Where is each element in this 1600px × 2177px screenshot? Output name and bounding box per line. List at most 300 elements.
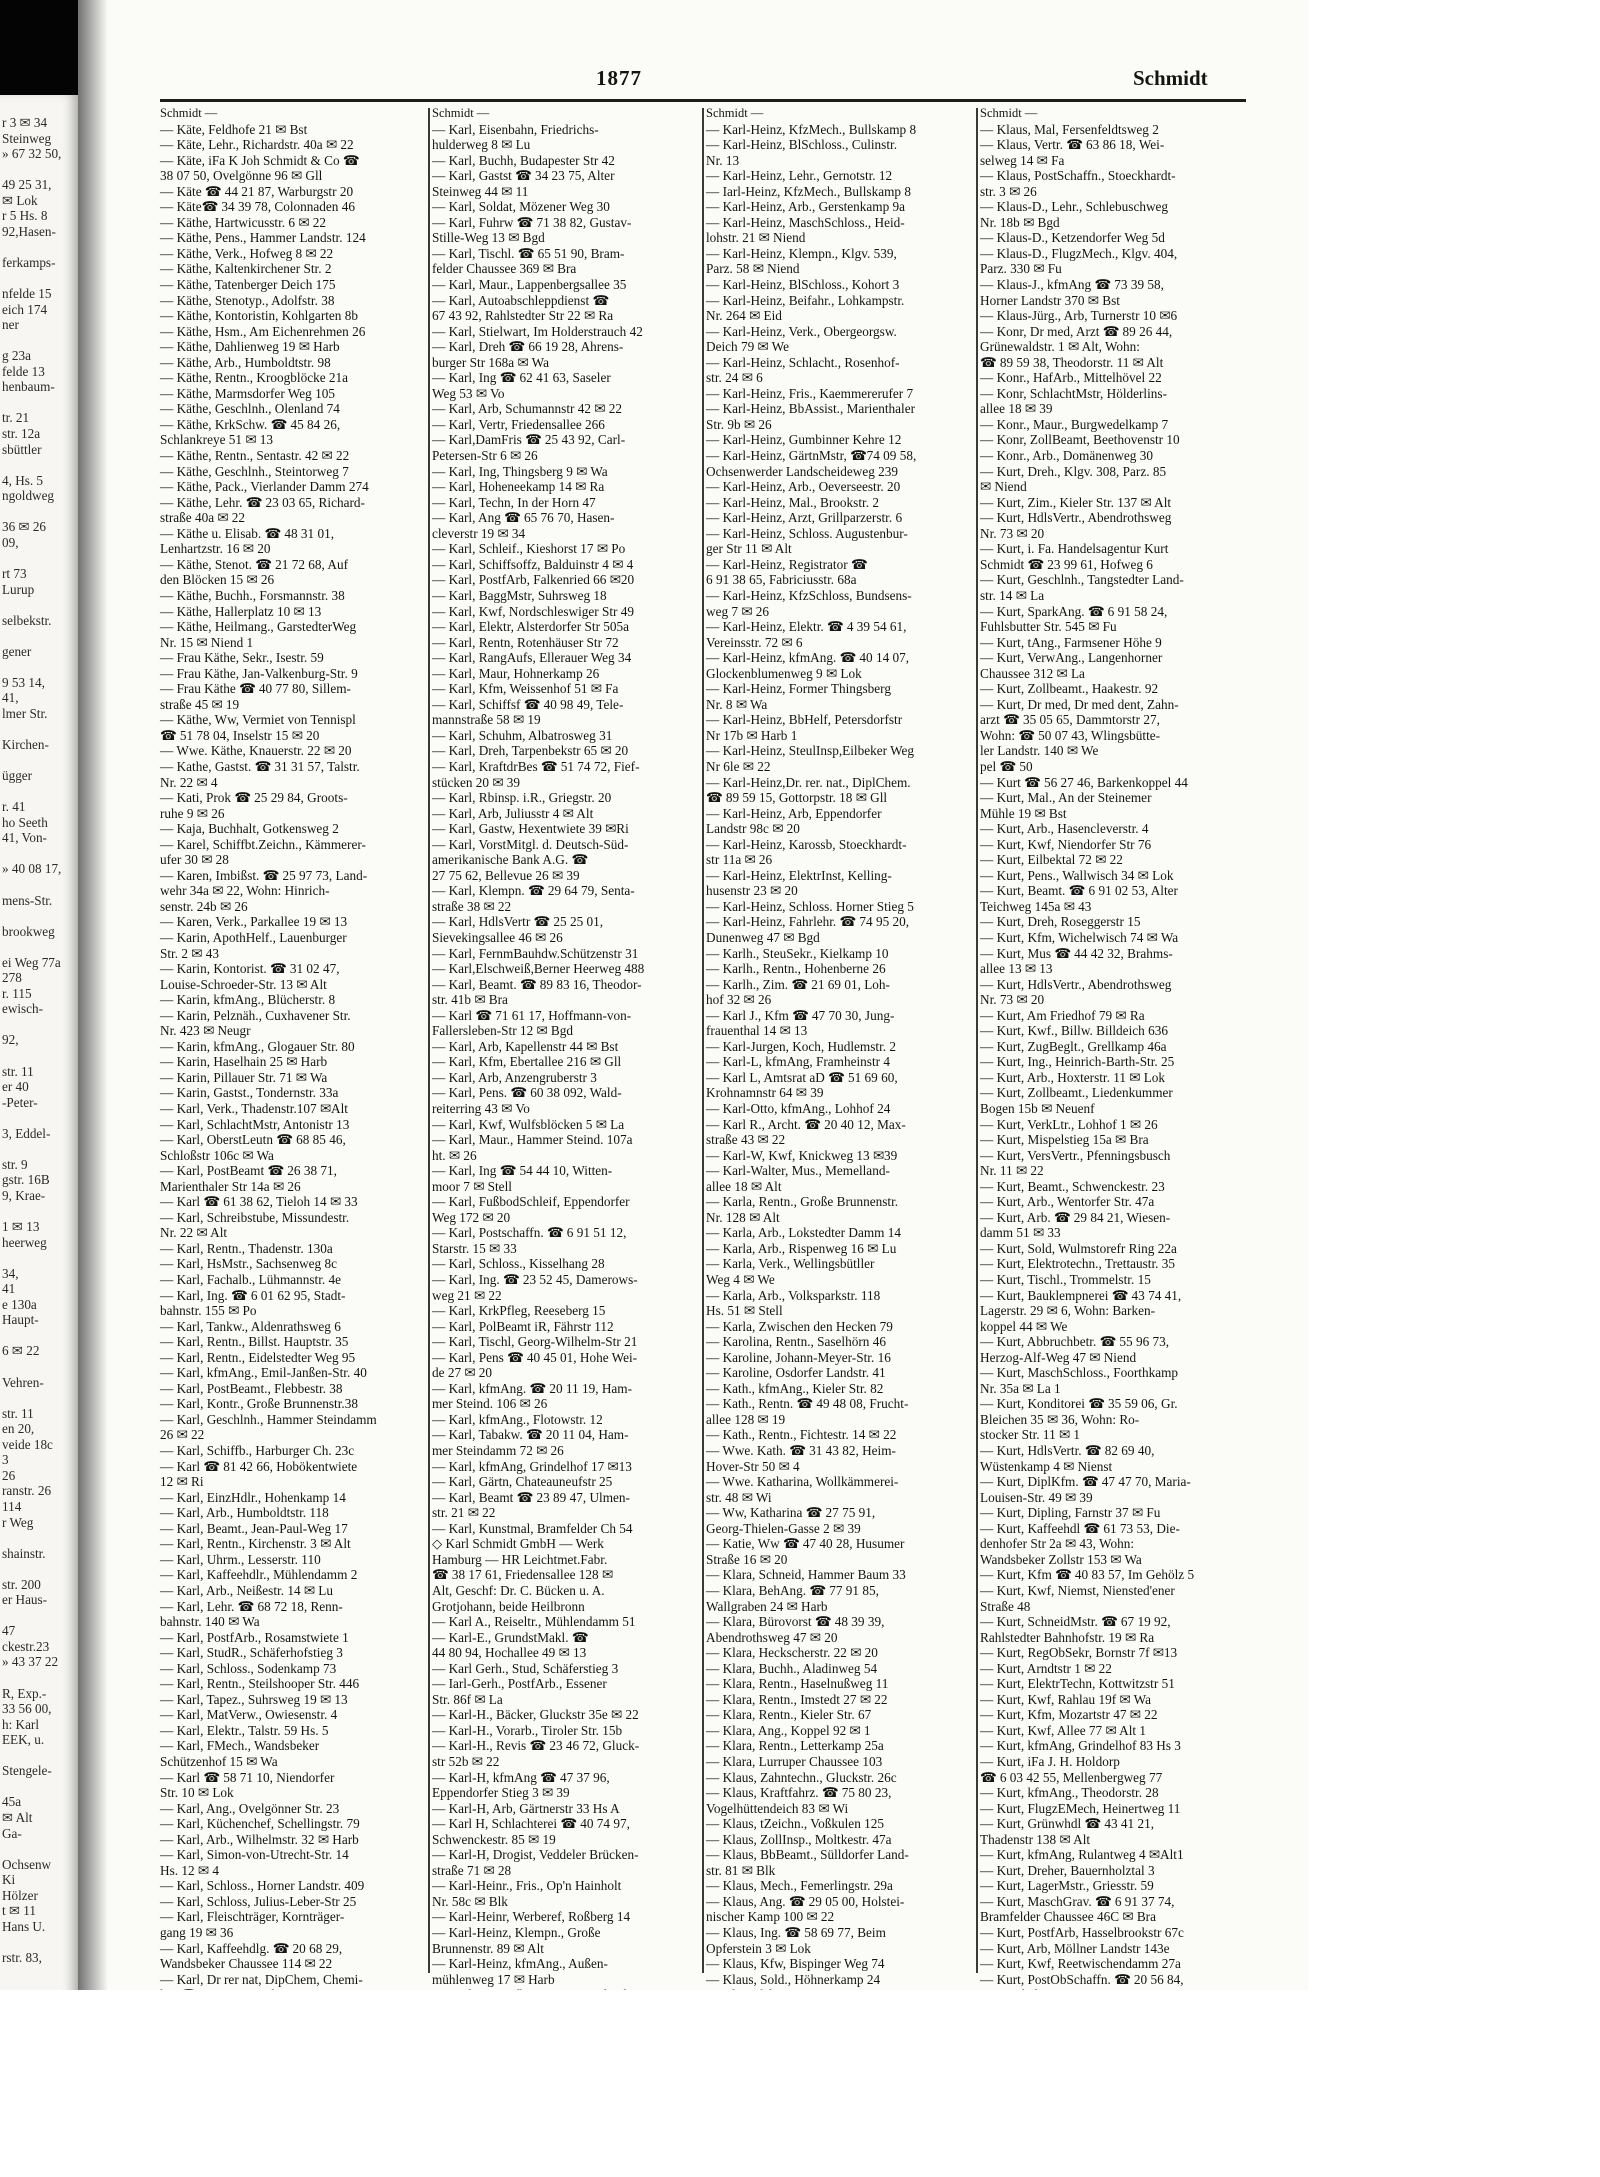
directory-entry-line: — Kurt, Arb., Hoxterstr. 11 ✉ Lok	[980, 1069, 1166, 1085]
directory-entry-line: — Kurt, Dreh, Roseggerstr 15	[980, 914, 1141, 930]
page-number: 1877	[596, 66, 642, 90]
previous-page-fragment: 41, Von-	[2, 830, 47, 846]
directory-entry-line: — Karla, Arb., Volksparkstr. 118	[706, 1287, 881, 1303]
directory-entry-line: — Kurt, MaschGrav. ☎ 6 91 37 74,	[980, 1893, 1175, 1909]
directory-entry-line: — Karl ☎ 61 38 62, Tieloh 14 ✉ 33	[160, 1194, 358, 1210]
directory-entry-line: — Karin, Pelznäh., Cuxhavener Str.	[160, 1007, 351, 1023]
directory-entry-line: koppel 44 ✉ We	[980, 1318, 1068, 1334]
directory-entry-line: — Karl, Geschlnh., Hammer Steindamm	[160, 1411, 377, 1427]
directory-entry-line: Starstr. 15 ✉ 33	[432, 1240, 517, 1256]
directory-entry-line: — Kurt, Arb., Wentorfer Str. 47a	[980, 1194, 1155, 1210]
directory-entry-line: Str. 86f ✉ La	[432, 1691, 503, 1707]
directory-entry-line: Nr. 264 ✉ Eid	[706, 308, 782, 324]
directory-entry-line: — Klaus-J., kfmAng ☎ 73 39 58,	[980, 277, 1164, 293]
directory-entry-line: Nr. 128 ✉ Alt	[706, 1209, 780, 1225]
directory-entry-line: — Kurt, HdlsVertr., Abendrothsweg	[980, 510, 1172, 526]
directory-entry-line: — Karla, Arb., Lokstedter Damm 14	[706, 1225, 902, 1241]
directory-entry-line: mer Steind. 106 ✉ 26	[432, 1396, 548, 1412]
directory-entry-line: — Karl L, Amtsrat aD ☎ 51 69 60,	[706, 1069, 898, 1085]
directory-entry-line: — Klaus-Jürg., Arb, Turnerstr 10 ✉6	[980, 308, 1178, 324]
directory-entry-line: mühlenweg 17 ✉ Harb	[432, 1971, 555, 1987]
directory-entry-line: — Karl-Heinz, Arb., Oeverseestr. 20	[706, 479, 901, 495]
directory-entry-line: Nr. 423 ✉ Neugr	[160, 1023, 251, 1039]
directory-entry-line: — Karlh., Rentn., Hohenberne 26	[706, 961, 886, 977]
previous-page-fragment: ho Seeth	[2, 814, 48, 830]
previous-page-fragment: g 23a	[2, 348, 31, 364]
directory-entry-line: — Karla, Arb., Rispenweg 16 ✉ Lu	[706, 1240, 897, 1256]
directory-entry-line: — Karolina, Rentn., Saselhörn 46	[706, 1334, 886, 1350]
directory-entry-line: Lagerstr. 29 ✉ 6, Wohn: Barken-	[980, 1303, 1156, 1319]
directory-entry-line: Teichweg 145a ✉ 43	[980, 898, 1092, 914]
previous-page-fragment: Hölzer	[2, 1887, 38, 1903]
directory-entry-line: — Klaus, Ang. ☎ 29 05 00, Holstei-	[706, 1893, 905, 1909]
previous-page-fragment: 49 25 31,	[2, 177, 52, 193]
directory-entry-line: — Käthe, Pack., Vierlander Damm 274	[160, 479, 369, 495]
column-4	[980, 106, 1248, 1987]
previous-page-fragment: 41,	[2, 690, 19, 706]
directory-entry-line: — Karl,Elschweiß,Berner Heerweg 488	[432, 961, 645, 977]
directory-entry-line: 6 91 38 65, Fabriciusstr. 68a	[706, 572, 857, 588]
directory-entry-line: — Karl, Fachalb., Lühmannstr. 4e	[160, 1272, 342, 1288]
directory-entry-line: — Kurt, Am Friedhof 79 ✉ Ra	[980, 1007, 1145, 1023]
directory-entry-line: — Käthe, Geschlnh., Olenland 74	[160, 401, 340, 417]
directory-entry-line: allee 13 ✉ 13	[980, 961, 1053, 977]
previous-page-fragment: 9, Krae-	[2, 1187, 46, 1203]
directory-entry-line: — Käthe, Lehr. ☎ 23 03 65, Richard-	[160, 494, 365, 510]
directory-entry-line: Schützenhof 15 ✉ Wa	[160, 1753, 278, 1769]
directory-entry-line: — Karen, Imbißst. ☎ 25 97 73, Land-	[160, 867, 368, 883]
directory-entry-line: Alt, Geschf: Dr. C. Bücken u. A.	[432, 1582, 605, 1598]
directory-entry-line: Wüstenkamp 4 ✉ Nienst	[980, 1458, 1113, 1474]
directory-entry-line: Vogelhüttendeich 83 ✉ Wi	[706, 1800, 849, 1816]
directory-entry-line: — Käthe, Arb., Humboldtstr. 98	[160, 354, 331, 370]
previous-page-fragment: ✉ Lok	[2, 192, 38, 208]
directory-entry-line: — Karl, Postschaffn. ☎ 6 91 51 12,	[432, 1225, 627, 1241]
directory-entry-line: — Kurt, Kwf, Niemst, Niensted'ener	[980, 1582, 1175, 1598]
directory-entry-line: mannstraße 58 ✉ 19	[432, 712, 541, 728]
column-divider	[976, 108, 978, 1973]
directory-entry-line: — Karl, Buchh, Budapester Str 42	[432, 152, 615, 168]
directory-entry-line: — Karl, Kunstmal, Bramfelder Ch 54	[432, 1520, 633, 1536]
directory-entry-line: — Kurt, Elektrotechn., Trettaustr. 35	[980, 1256, 1176, 1272]
directory-entry-line: Georg-Thielen-Gasse 2 ✉ 39	[706, 1520, 861, 1536]
directory-entry-line: — Karl J., Kfm ☎ 47 70 30, Jung-	[706, 1007, 895, 1023]
directory-entry-line: — Karla, Rentn., Große Brunnenstr.	[706, 1194, 899, 1210]
column-heading: Schmidt —	[980, 106, 1038, 120]
directory-entry-line: — Klaus, Mal, Fersenfeldtsweg 2	[980, 121, 1159, 137]
directory-entry-line: — Kurt, VerkLtr., Lohhof 1 ✉ 26	[980, 1116, 1158, 1132]
directory-entry-line: — Klaus, BbBeamt., Sülldorfer Land-	[706, 1847, 909, 1863]
directory-entry-line: — Kurt, FlugzEMech, Heinertweg 11	[980, 1800, 1181, 1816]
previous-page-fragment: ewisch-	[2, 1001, 44, 1017]
directory-entry-line: — Frau Käthe ☎ 40 77 80, Sillem-	[160, 681, 351, 697]
directory-entry-line: allee 128 ✉ 19	[706, 1411, 786, 1427]
directory-entry-line: — Karl-Walter, Mus., Memelland-	[706, 1163, 890, 1179]
directory-entry-line: ☎ 89 59 15, Gottorpstr. 18 ✉ Gll	[706, 790, 888, 806]
directory-entry-line: arzt ☎ 35 05 65, Dammtorstr 27,	[980, 712, 1160, 728]
previous-page-fragment: rt 73	[2, 565, 27, 581]
directory-entry-line: — Kurt, kfmAng, Rulantweg 4 ✉Alt1	[980, 1847, 1184, 1863]
directory-entry-line: — Karl-W, Kwf, Knickweg 13 ✉39	[706, 1147, 898, 1163]
directory-entry-line: — Frau Käthe, Sekr., Isestr. 59	[160, 650, 324, 666]
directory-entry-line: — Karl-Heinz, Lehr., Gernotstr. 12	[706, 168, 893, 184]
directory-entry-line: — Karl-Heinz, Fahrlehr. ☎ 74 95 20,	[706, 914, 910, 930]
directory-entry-line: — Kurt, DiplKfm. ☎ 47 47 70, Maria-	[980, 1474, 1191, 1490]
directory-entry-line: Str. 10 ✉ Lok	[160, 1785, 234, 1801]
previous-page-fragment: -Peter-	[2, 1094, 38, 1110]
directory-entry-line: — Karl, VorstMitgl. d. Deutsch-Süd-	[432, 836, 629, 852]
directory-entry-line: — Karl, StudR., Schäferhofstieg 3	[160, 1645, 343, 1661]
directory-entry-line: — Kath., kfmAng., Kieler Str. 82	[706, 1380, 884, 1396]
directory-entry-line: — Klaus, Kfw, Bispinger Weg 74	[706, 1956, 885, 1972]
directory-entry-line: — Karl, Maur, Hohnerkamp 26	[432, 665, 600, 681]
directory-entry-line: Thadenstr 138 ✉ Alt	[980, 1831, 1091, 1847]
directory-entry-line: — Karl, Elektr, Alsterdorfer Str 505a	[432, 619, 630, 635]
directory-entry-line: str. 21 ✉ 22	[432, 1505, 496, 1521]
directory-entry-line: — Käte ☎ 44 21 87, Warburgstr 20	[160, 183, 354, 199]
directory-entry-line: — Karl, Ing ☎ 54 44 10, Witten-	[432, 1163, 613, 1179]
directory-entry-line: moor 7 ✉ Stell	[432, 1178, 512, 1194]
directory-entry-line: — Karl, Tischl, Georg-Wilhelm-Str 21	[432, 1334, 638, 1350]
directory-entry-line: — Karl, Beamt ☎ 23 89 47, Ulmen-	[432, 1489, 630, 1505]
previous-page-fragment: en 20,	[2, 1421, 35, 1437]
directory-entry-line: Fuhlsbutter Str. 545 ✉ Fu	[980, 619, 1117, 635]
directory-entry-line: — Kurt, Dipling, Farnstr 37 ✉ Fu	[980, 1505, 1161, 1521]
previous-page-fragment: t ✉ 11	[2, 1903, 37, 1919]
directory-entry-line: wehr 34a ✉ 22, Wohn: Hinrich-	[160, 883, 330, 899]
directory-entry-line: Krohnamnstr 64 ✉ 39	[706, 1085, 824, 1101]
directory-entry-line: str. 81 ✉ Blk	[706, 1862, 776, 1878]
directory-entry-line: — Kurt, Pens., Wallwisch 34 ✉ Lok	[980, 867, 1174, 883]
directory-entry-line: Grotjohann, beide Heilbronn	[432, 1598, 585, 1614]
previous-page-fragment: shainstr.	[2, 1545, 46, 1561]
directory-entry-line: — Karl, Maur., Hammer Steind. 107a	[432, 1132, 633, 1148]
directory-entry-line: — Käthe, Hallerplatz 10 ✉ 13	[160, 603, 322, 619]
directory-entry-line: gang 19 ✉ 36	[160, 1924, 234, 1940]
directory-entry-line: cleverstr 19 ✉ 34	[432, 525, 526, 541]
column-1	[160, 106, 428, 1987]
directory-entry-line: — Kurt, Arndtstr 1 ✉ 22	[980, 1660, 1112, 1676]
directory-entry-line: — Kurt, Kfm, Mozartstr 47 ✉ 22	[980, 1707, 1158, 1723]
previous-page-fragment: 47	[2, 1623, 16, 1639]
column-heading: Schmidt —	[432, 106, 490, 120]
previous-page-fragment: 34,	[2, 1265, 19, 1281]
directory-entry-line: — Käthe, Rentn., Sentastr. 42 ✉ 22	[160, 448, 350, 464]
directory-entry-line: — Karl-L, kfmAng, Framheinstr 4	[706, 1054, 890, 1070]
directory-entry-line: — Karl, Schloss., Sodenkamp 73	[160, 1660, 337, 1676]
previous-page-fragment: Kirchen-	[2, 737, 49, 752]
directory-entry-line: — Karla, Zwischen den Hecken 79	[706, 1318, 893, 1334]
directory-entry-line: weg 21 ✉ 22	[432, 1287, 502, 1303]
directory-entry-line: — Karl, Schloss., Horner Landstr. 409	[160, 1878, 365, 1894]
directory-entry-line: — Karl, Fuhrw ☎ 71 38 82, Gustav-	[432, 214, 632, 230]
directory-entry-line: Nr. 35a ✉ La 1	[980, 1380, 1061, 1396]
directory-entry-line: — Karl-Heinz, KfzMech., Bullskamp 8	[706, 121, 917, 137]
directory-entry-line: — Kurt, Konditorei ☎ 35 59 06, Gr.	[980, 1396, 1178, 1412]
directory-entry-line: — Karl, Arb., Wilhelmstr. 32 ✉ Harb	[160, 1831, 359, 1847]
previous-page-fragment: heerweg	[2, 1234, 47, 1250]
running-head: Schmidt	[1133, 66, 1208, 90]
directory-entry-line: — Karin, kfmAng., Blücherstr. 8	[160, 992, 336, 1008]
directory-entry-line: — Klaus, Sold., Höhnerkamp 24	[706, 1971, 881, 1987]
previous-page-fragment: nfelde 15	[2, 286, 52, 302]
directory-entry-line: — Konr., Arb., Domänenweg 30	[980, 448, 1153, 464]
directory-entry-line: Schlankreye 51 ✉ 13	[160, 432, 274, 448]
directory-entry-line: Nr. 22 ✉ 4	[160, 774, 218, 790]
directory-entry-line: — Karl, Schuhm, Albatrosweg 31	[432, 727, 613, 743]
directory-entry-line: — Karl, Arb, Juliusstr 4 ✉ Alt	[432, 805, 594, 821]
directory-entry-line: — Karin, Kontorist. ☎ 31 02 47,	[160, 961, 340, 977]
directory-entry-line: — Kurt, Tischl., Trommelstr. 15	[980, 1272, 1151, 1288]
directory-entry-line: Louise-Schroeder-Str. 13 ✉ Alt	[160, 976, 327, 992]
previous-page-fragment: ranstr. 26	[2, 1483, 52, 1499]
directory-entry-line: Glockenblumenweg 9 ✉ Lok	[706, 665, 862, 681]
directory-entry-line: Wohn: ☎ 50 07 43, Wlingsbütte-	[980, 727, 1161, 743]
directory-entry-line: Weg 53 ✉ Vo	[432, 385, 505, 401]
previous-page-fragment: ügger	[2, 768, 33, 784]
directory-entry-line: — Kath., Rentn. ☎ 49 48 08, Frucht-	[706, 1396, 909, 1412]
directory-entry-line: — Karl, Techn, In der Horn 47	[432, 494, 596, 510]
directory-entry-line: — Karl-Heinr, Werberef, Roßberg 14	[432, 1909, 631, 1925]
previous-page-fragment: R, Exp.-	[2, 1685, 47, 1701]
previous-page-fragment: er 40	[2, 1079, 29, 1095]
directory-entry-line: — Käthe, Pens., Hammer Landstr. 124	[160, 230, 366, 246]
directory-entry-line: — Karoline, Johann-Meyer-Str. 16	[706, 1349, 891, 1365]
directory-entry-line: — Käthe, Ww, Vermiet von Tennispl	[160, 712, 356, 728]
directory-entry-line: — Karl, BaggMstr, Suhrsweg 18	[432, 587, 607, 603]
directory-entry-line: Hover-Str 50 ✉ 4	[706, 1458, 800, 1474]
directory-entry-line: — Kurt ☎ 56 27 46, Barkenkoppel 44	[980, 774, 1188, 790]
directory-entry-line: — Karl, Kfm, Ebertallee 216 ✉ Gll	[432, 1054, 622, 1070]
previous-page-fragment: er Haus-	[2, 1592, 48, 1608]
directory-entry-line: — Karl, Kfm, Weissenhof 51 ✉ Fa	[432, 681, 619, 697]
previous-page-fragment: str. 12a	[2, 426, 41, 441]
directory-entry-line: — Klara, Schneid, Hammer Baum 33	[706, 1567, 906, 1583]
directory-entry-line: — Karin, Gastst., Tondernstr. 33a	[160, 1085, 339, 1101]
directory-entry-line: denhofer Str 2a ✉ 43, Wohn:	[980, 1536, 1135, 1552]
directory-entry-line: — Karl, Rentn., Eidelstedter Weg 95	[160, 1349, 356, 1365]
directory-entry-line: — Karl, FernmBauhdw.Schützenstr 31	[432, 945, 639, 961]
directory-entry-line: — Karl, HsMstr., Sachsenweg 8c	[160, 1256, 338, 1272]
directory-entry-line: Opferstein 3 ✉ Lok	[706, 1940, 811, 1956]
directory-entry-line: — Käte, Feldhofe 21 ✉ Bst	[160, 121, 308, 137]
previous-page-fragment: Lurup	[2, 581, 35, 597]
directory-entry-line: — Wwe. Käthe, Knauerstr. 22 ✉ 20	[160, 743, 352, 759]
directory-entry-line: Bramfelder Chaussee 46C ✉ Bra	[980, 1909, 1156, 1925]
directory-entry-line: — Karl, Gastw, Hexentwiete 39 ✉Ri	[432, 821, 629, 837]
directory-entry-line: — Karlh., SteuSekr., Kielkamp 10	[706, 945, 889, 961]
directory-entry-line: — Karl, Hoheneekamp 14 ✉ Ra	[432, 479, 605, 495]
directory-entry-line: — Karl, Lehr. ☎ 68 72 18, Renn-	[160, 1598, 343, 1614]
directory-entry-line: — Karl, Ang ☎ 65 76 70, Hasen-	[432, 510, 615, 526]
directory-entry-line: — Kurt, Kwf, Niendorfer Str 76	[980, 836, 1152, 852]
directory-entry-line: felder Chaussee 369 ✉ Bra	[432, 261, 577, 277]
directory-entry-line: — Karl-Heinz, Klempn., Klgv. 539,	[706, 245, 897, 261]
directory-entry-line: — Kurt, Grünwhdl ☎ 43 41 21,	[980, 1816, 1155, 1832]
previous-page-fragment: felde 13	[2, 363, 45, 379]
previous-page-fragment: mens-Str.	[2, 892, 53, 908]
directory-entry-line: — Karl-Heinz, Arzt, Grillparzerstr. 6	[706, 510, 903, 526]
directory-entry-line: straße 40a ✉ 22	[160, 510, 246, 526]
directory-entry-line: mer Steindamm 72 ✉ 26	[432, 1443, 564, 1459]
previous-page-fragment: 4, Hs. 5	[2, 472, 44, 488]
directory-entry-line: Str. 2 ✉ 43	[160, 945, 219, 961]
previous-page-fragment: lmer Str.	[2, 705, 48, 721]
directory-entry-line: — Karl-Heinz,Dr. rer. nat., DiplChem.	[706, 774, 911, 790]
directory-entry-line: — Kurt, Eilbektal 72 ✉ 22	[980, 852, 1123, 868]
directory-entry-line: — Karl ☎ 58 71 10, Niendorfer	[160, 1769, 335, 1785]
directory-entry-line: stocker Str. 11 ✉ 1	[980, 1427, 1081, 1443]
previous-page-fragment: » 43 37 22	[2, 1654, 59, 1670]
margin-white-bottom	[0, 1990, 1600, 2177]
previous-page-fragment: Ki	[2, 1872, 16, 1888]
directory-entry-line: — Kurt, Mus ☎ 44 42 32, Brahms-	[980, 945, 1173, 961]
column-3	[706, 106, 974, 1987]
previous-page-fragment: Stengele-	[2, 1763, 52, 1779]
header-rule	[160, 99, 1246, 102]
previous-page-fragment: e 130a	[2, 1296, 37, 1312]
directory-entry-line: — Kurt, Sold, Wulmstorefr Ring 22a	[980, 1240, 1177, 1256]
directory-entry-line: — Klaus-D., FlugzMech., Klgv. 404,	[980, 245, 1178, 261]
directory-entry-line: — Kurt, MaschSchloss., Foorthkamp	[980, 1365, 1179, 1381]
directory-entry-line: — Karl-H, Drogist, Veddeler Brücken-	[432, 1847, 639, 1863]
previous-page-fragment: str. 9	[2, 1156, 28, 1172]
directory-entry-line: — Karl, Elektr., Talstr. 59 Hs. 5	[160, 1722, 329, 1738]
directory-entry-line: Rahlstedter Bahnhofstr. 19 ✉ Ra	[980, 1629, 1155, 1645]
previous-page-fragment: gener	[2, 643, 32, 659]
directory-entry-line: — Klara, Rentn., Haselnußweg 11	[706, 1676, 889, 1692]
directory-entry-line: — Kurt, iFa J. H. Holdorp	[980, 1753, 1120, 1769]
directory-entry-line: — Karl-Heinr., Fris., Op'n Hainholt	[432, 1878, 622, 1894]
directory-entry-line: — Kurt, i. Fa. Handelsagentur Kurt	[980, 541, 1169, 557]
previous-page-fragment: 92,	[2, 1032, 19, 1048]
directory-entry-line: — Karin, kfmAng., Glogauer Str. 80	[160, 1038, 355, 1054]
directory-entry-line: — Klaus, Mech., Femerlingstr. 29a	[706, 1878, 893, 1894]
directory-entry-line: — Kati, Prok ☎ 25 29 84, Groots-	[160, 790, 348, 806]
directory-entry-line: — Karl, Gastst ☎ 34 23 75, Alter	[432, 168, 615, 184]
directory-entry-line: — Klara, BehAng. ☎ 77 91 85,	[706, 1582, 879, 1598]
directory-entry-line: Bleichen 35 ✉ 36, Wohn: Ro-	[980, 1411, 1140, 1427]
directory-entry-line: — Klaus-D., Lehr., Schlebuschweg	[980, 199, 1169, 215]
directory-entry-line: amerikanische Bank A.G. ☎	[432, 852, 588, 868]
directory-entry-line: 38 07 50, Ovelgönne 96 ✉ Gll	[160, 168, 323, 184]
directory-entry-line: — Kurt, PostObSchaffn. ☎ 20 56 84,	[980, 1971, 1184, 1987]
previous-page-fragment: EEK, u.	[2, 1732, 45, 1748]
directory-entry-line: — Karl, Kwf, Nordschleswiger Str 49	[432, 603, 635, 619]
directory-entry-line: — Klara, Rentn., Imstedt 27 ✉ 22	[706, 1691, 888, 1707]
directory-entry-line: — Karl-H, Arb, Gärtnerstr 33 Hs A	[432, 1800, 620, 1816]
directory-entry-line: — Karl, Schloss., Kisselhang 28	[432, 1256, 605, 1272]
directory-entry-line: — Kurt, Arb., Hasencleverstr. 4	[980, 821, 1149, 837]
directory-entry-line: de 27 ✉ 20	[432, 1365, 493, 1381]
previous-page-fragment: gstr. 16B	[2, 1172, 50, 1188]
directory-entry-line: Louisen-Str. 49 ✉ 39	[980, 1489, 1093, 1505]
directory-entry-line: — Konr, ZollBeamt, Beethovenstr 10	[980, 432, 1180, 448]
previous-page-fragment: 36 ✉ 26	[2, 519, 47, 535]
directory-entry-line: — Karl, PostBeamt., Flebbestr. 38	[160, 1380, 343, 1396]
directory-entry-line: — Karl, KraftdrBes ☎ 51 74 72, Fief-	[432, 758, 640, 774]
directory-entry-line: — Katie, Ww ☎ 47 40 28, Husumer	[706, 1536, 905, 1552]
directory-entry-line: — Iarl-Heinz, KfzMech., Bullskamp 8	[706, 183, 911, 199]
directory-entry-line: — Kathe, Gastst. ☎ 31 31 57, Talstr.	[160, 758, 360, 774]
previous-page-fragment: Ga-	[2, 1825, 22, 1841]
previous-page-fragment: Ochsenw	[2, 1856, 52, 1872]
directory-entry-line: — Kurt, Beamt. ☎ 6 91 02 53, Alter	[980, 883, 1178, 899]
directory-entry-line: ufer 30 ✉ 28	[160, 852, 229, 868]
directory-entry-line: — Karen, Verk., Parkallee 19 ✉ 13	[160, 914, 348, 930]
directory-entry-line: — Karl, Pens. ☎ 60 38 092, Wald-	[432, 1085, 622, 1101]
directory-entry-line: bahnstr. 155 ✉ Po	[160, 1303, 257, 1319]
directory-entry-line: — Karl, Tabakw. ☎ 20 11 04, Ham-	[432, 1427, 629, 1443]
directory-entry-line: bahnstr. 140 ✉ Wa	[160, 1614, 260, 1630]
directory-entry-line: — Kurt, HdlsVertr., Abendrothsweg	[980, 976, 1172, 992]
directory-entry-line: str 52b ✉ 22	[432, 1753, 500, 1769]
directory-entry-line: damm 51 ✉ 33	[980, 1225, 1061, 1241]
directory-entry-line: — Karl-Heinz, Former Thingsberg	[706, 681, 891, 697]
directory-entry-line: — Klara, Lurruper Chaussee 103	[706, 1753, 883, 1769]
directory-entry-line: — Kurt, Kwf, Reetwischendamm 27a	[980, 1956, 1181, 1972]
directory-entry-line: Hs. 51 ✉ Stell	[706, 1303, 783, 1319]
previous-page-fragment: 1 ✉ 13	[2, 1219, 40, 1235]
previous-page-fragment: ngoldweg	[2, 488, 55, 504]
directory-entry-line: Mühle 19 ✉ Bst	[980, 805, 1067, 821]
directory-entry-line: — Karl-Heinz, Verk., Obergeorgsw.	[706, 323, 897, 339]
directory-entry-line: — Karl-Heinz, Beifahr., Lohkampstr.	[706, 292, 905, 308]
directory-entry-line: Nr. 58c ✉ Blk	[432, 1893, 508, 1909]
directory-entry-line: — Konr., Maur., Burgwedelkamp 7	[980, 416, 1169, 432]
previous-page-fragment: ckestr.23	[2, 1638, 50, 1654]
previous-page-fragment: veide 18c	[2, 1436, 53, 1452]
directory-entry-line: Nr. 13	[706, 152, 740, 168]
directory-entry-line: lohstr. 21 ✉ Niend	[706, 230, 806, 246]
directory-entry-line: — Karl-Heinz, KfzSchloss, Bundsens-	[706, 587, 912, 603]
directory-entry-line: — Klaus, PostSchaffn., Stoeckhardt-	[980, 168, 1176, 184]
directory-entry-line: — Klaus, Zahntechn., Gluckstr. 26c	[706, 1769, 897, 1785]
directory-entry-line: Vereinsstr. 72 ✉ 6	[706, 634, 803, 650]
directory-entry-line: ☎ 38 17 61, Friedensallee 128 ✉	[432, 1567, 614, 1583]
previous-page-fragment: ner	[2, 317, 19, 333]
directory-entry-line: — Karl, Schloss, Julius-Leber-Str 25	[160, 1893, 357, 1909]
directory-entry-line: — Karl, Fleischträger, Kornträger-	[160, 1909, 345, 1925]
directory-entry-line: — Klara, Buchh., Aladinweg 54	[706, 1660, 878, 1676]
directory-entry-line: — Karl, Klempn. ☎ 29 64 79, Senta-	[432, 883, 635, 899]
previous-page-fragment: brookweg	[2, 923, 55, 939]
directory-entry-line: Marienthaler Str 14a ✉ 26	[160, 1178, 301, 1194]
directory-entry-line: — Karl R., Archt. ☎ 20 40 12, Max-	[706, 1116, 906, 1132]
directory-entry-line: — Kurt, Dreher, Bauernholztal 3	[980, 1862, 1155, 1878]
directory-entry-line: Nr. 73 ✉ 20	[980, 525, 1045, 541]
directory-entry-line: — Kurt, ZugBeglt., Grellkamp 46a	[980, 1038, 1167, 1054]
directory-entry-line: Nr. 11 ✉ 22	[980, 1163, 1044, 1179]
directory-entry-line: — Karl, Arb, Schumannstr 42 ✉ 22	[432, 401, 622, 417]
directory-entry-line: — Kurt, Ing., Heinrich-Barth-Str. 25	[980, 1054, 1175, 1070]
directory-entry-line: str 11a ✉ 26	[706, 852, 773, 868]
column-divider	[702, 108, 704, 1973]
directory-entry-line: — Karl, PostfArb., Rosamstwiete 1	[160, 1629, 349, 1645]
directory-entry-line: — Kurt, HdlsVertr. ☎ 82 69 40,	[980, 1443, 1155, 1459]
directory-entry-line: nischer Kamp 100 ✉ 22	[706, 1909, 835, 1925]
directory-entry-line: — Kurt, Zollbeamt., Liedenkummer	[980, 1085, 1173, 1101]
directory-entry-line: — Karl-Heinz, BlSchloss., Culinstr.	[706, 137, 898, 153]
directory-entry-line: ☎ 6 03 42 55, Mellenbergweg 77	[980, 1769, 1163, 1785]
directory-entry-line: Schmidt ☎ 23 99 61, Hofweg 6	[980, 556, 1153, 572]
directory-entry-line: 26 ✉ 22	[160, 1427, 205, 1443]
directory-entry-line: — Karl, Verk., Thadenstr.107 ✉Alt	[160, 1101, 348, 1116]
directory-entry-line: Bogen 15b ✉ Neuenf	[980, 1101, 1095, 1116]
directory-entry-line: — Karl, kfmAng, Grindelhof 17 ✉13	[432, 1458, 632, 1474]
directory-entry-line: — Kurt, Geschlnh., Tangstedter Land-	[980, 572, 1184, 588]
previous-page-fragment: 278	[2, 970, 22, 986]
